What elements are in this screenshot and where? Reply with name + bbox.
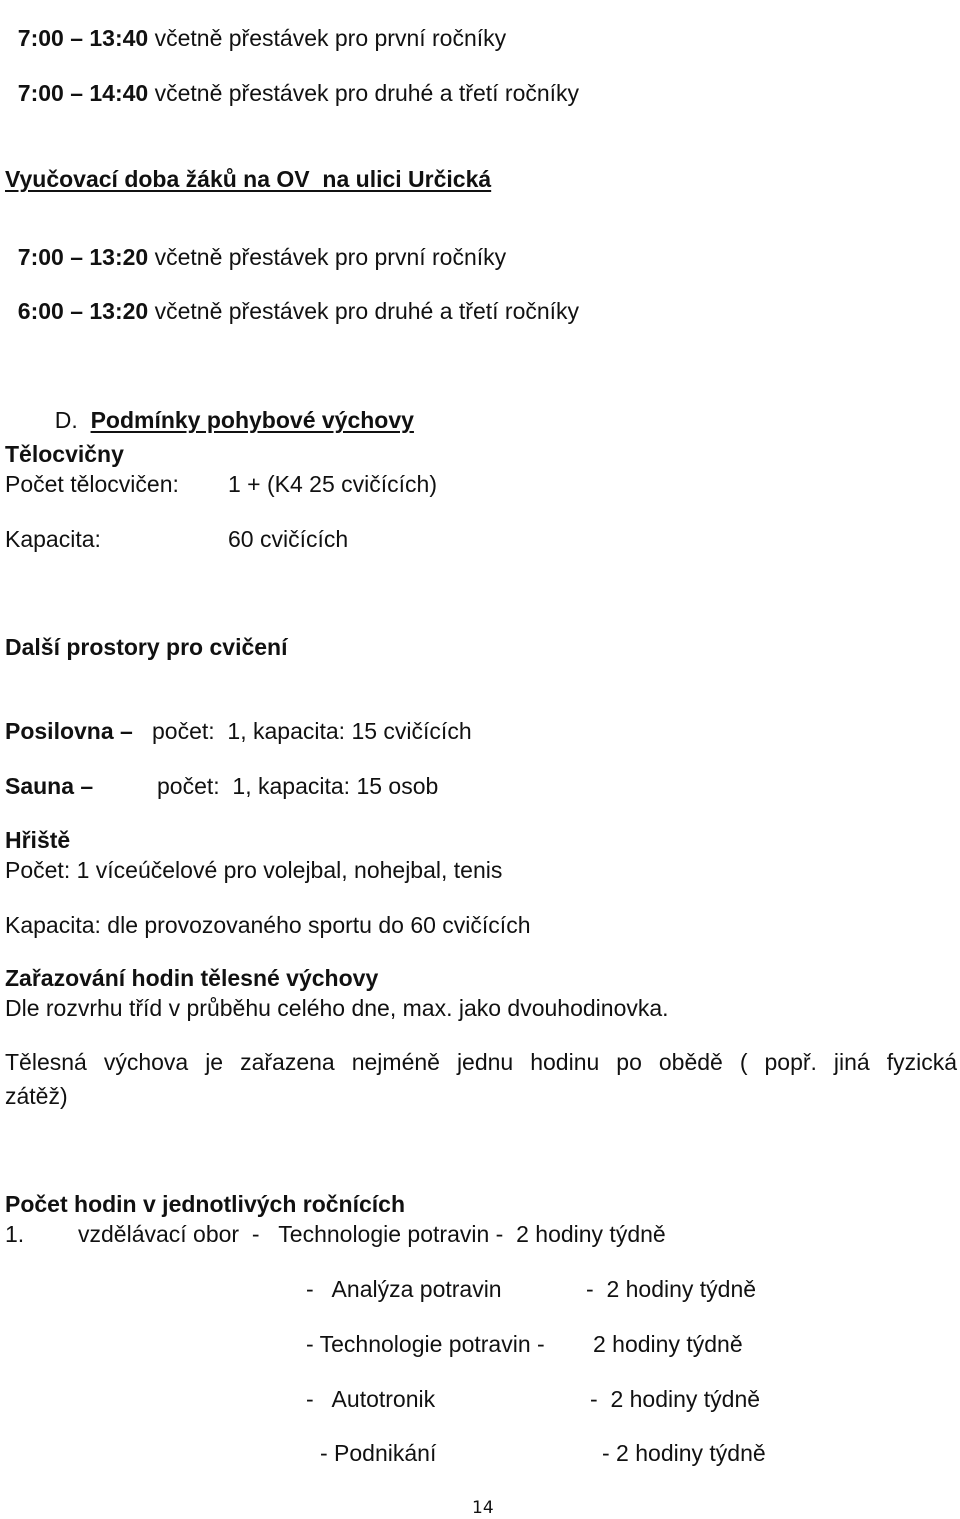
time-range: 7:00 – 13:20 xyxy=(17,244,149,270)
time-range: 6:00 – 13:20 xyxy=(17,298,149,324)
field-row-hours: 2 hodiny týdně xyxy=(593,1331,743,1357)
section-letter: D. xyxy=(54,407,78,433)
field-heading: Hřiště xyxy=(5,827,71,853)
gyms-capacity-label: Kapacita: xyxy=(5,526,101,552)
field-row-name: - Autotronik xyxy=(306,1386,436,1412)
time-note: včetně přestávek pro druhé a třetí ročníky xyxy=(154,80,580,106)
item-text: vzdělávací obor - Technologie potravin - 2 hodiny týdně xyxy=(78,1221,666,1247)
scheduling-heading: Zařazování hodin tělesné výchovy xyxy=(5,965,379,991)
time-note: včetně přestávek pro první ročníky xyxy=(154,25,507,51)
scheduling-line-2: Tělesná výchova je zařazena nejméně jednu hodinu po obědě ( popř. jiná fyzická xyxy=(5,1049,957,1075)
field-row-hours: - 2 hodiny týdně xyxy=(590,1386,761,1412)
scheduling-line-3: zátěž) xyxy=(5,1083,68,1109)
field-row-name: - Technologie potravin - xyxy=(306,1331,545,1357)
sauna-name: Sauna – xyxy=(5,773,94,799)
field-row-name: - Podnikání xyxy=(320,1440,437,1466)
ov-heading: Vyučovací doba žáků na OV na ulici Určická xyxy=(5,166,492,192)
gyms-capacity-value: 60 cvičících xyxy=(228,526,349,552)
other-spaces-heading: Další prostory pro cvičení xyxy=(5,634,288,660)
time-note: včetně přestávek pro druhé a třetí ročníky xyxy=(154,298,580,324)
page-number: 14 xyxy=(472,1498,494,1518)
section-title: Podmínky pohybové výchovy xyxy=(90,407,414,433)
field-row-name: - Analýza potravin xyxy=(306,1276,502,1302)
time-note: včetně přestávek pro první ročníky xyxy=(154,244,507,270)
hours-line-1 xyxy=(5,4,506,50)
hours-line-3 xyxy=(5,223,506,269)
field-row-hours: - 2 hodiny týdně xyxy=(586,1276,757,1302)
hours-line-4 xyxy=(5,277,579,323)
field-capacity: Kapacita: dle provozovaného sportu do 60 cvičících xyxy=(5,912,531,938)
time-range: 7:00 – 14:40 xyxy=(17,80,149,106)
section-d-heading xyxy=(42,386,414,432)
field-count: Počet: 1 víceúčelové pro volejbal, nohejbal, tenis xyxy=(5,857,503,883)
gym-room-name: Posilovna – xyxy=(5,718,133,744)
sauna-detail: počet: 1, kapacita: 15 osob xyxy=(157,773,439,799)
gym-room-detail: počet: 1, kapacita: 15 cvičících xyxy=(152,718,472,744)
time-range: 7:00 – 13:40 xyxy=(17,25,149,51)
field-row-hours: - 2 hodiny týdně xyxy=(602,1440,766,1466)
gyms-heading: Tělocvičny xyxy=(5,441,124,467)
scheduling-line-1: Dle rozvrhu tříd v průběhu celého dne, max. jako dvouhodinovka. xyxy=(5,995,669,1021)
item-number: 1. xyxy=(5,1221,25,1247)
hours-per-year-heading: Počet hodin v jednotlivých ročnících xyxy=(5,1191,406,1217)
hours-line-2 xyxy=(5,59,579,105)
gyms-count-value: 1 + (K4 25 cvičících) xyxy=(228,471,437,497)
gyms-count-label: Počet tělocvičen: xyxy=(5,471,179,497)
